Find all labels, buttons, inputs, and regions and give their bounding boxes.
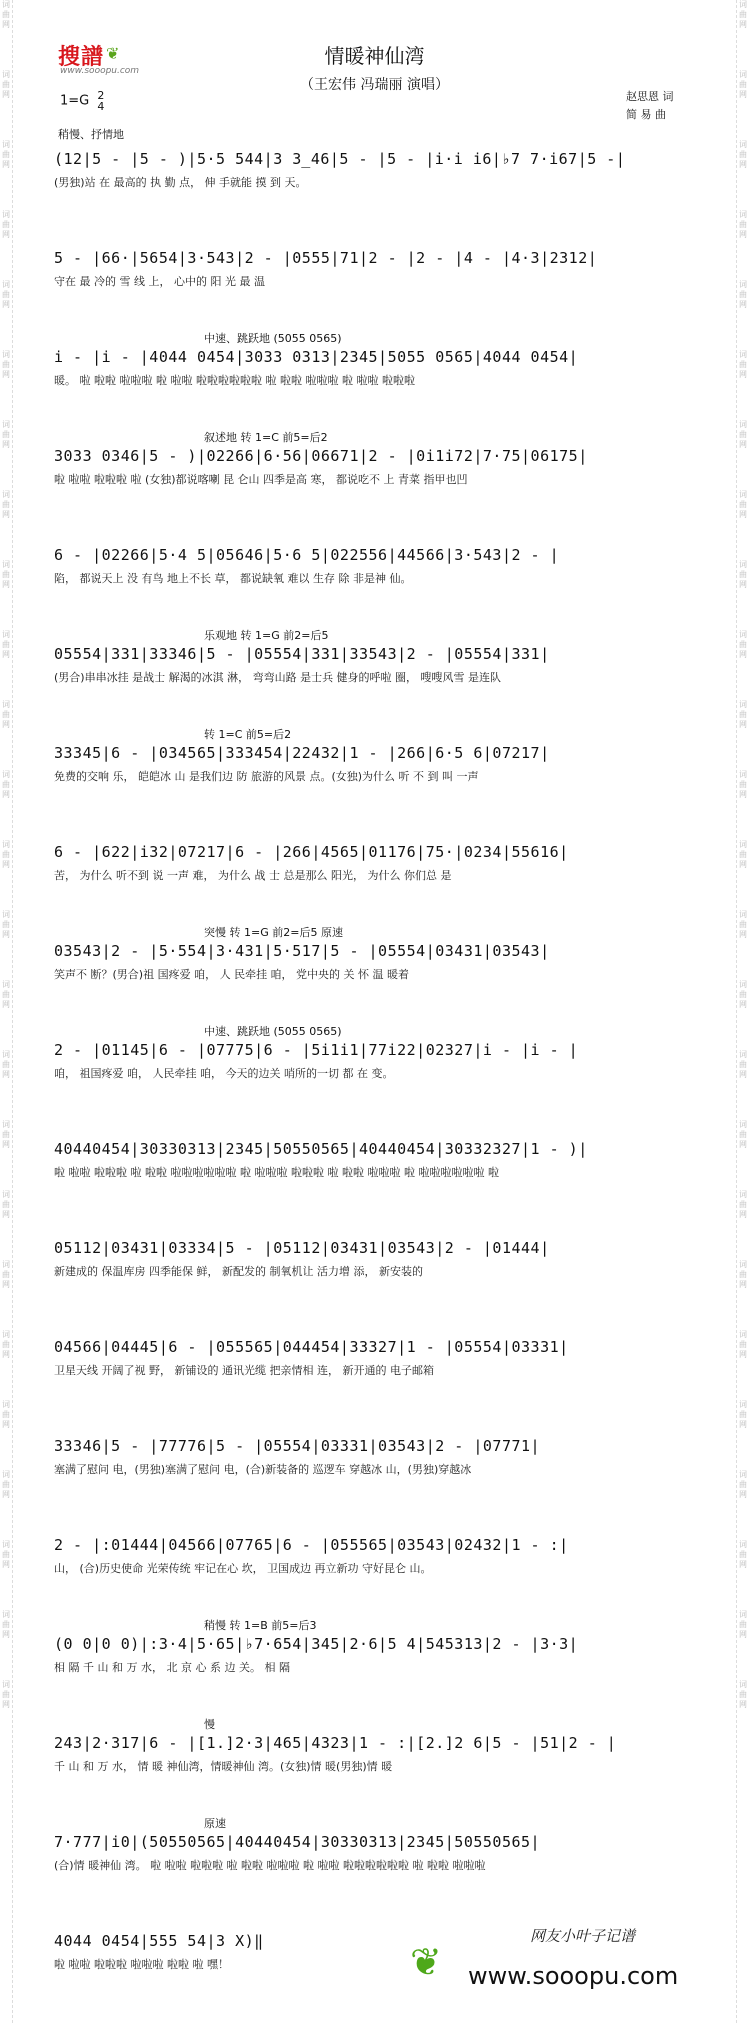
watermark-text: 词曲网 [739,1260,747,1289]
notation-line: (12|5 - |5 - )|5·5 544|3 3̲46|5 - |5 - |i·i i6|♭7 7·i67|5 -| [54,150,626,168]
watermark-text: 词曲网 [739,1120,747,1149]
watermark-text: 词曲网 [739,840,747,869]
watermark-text: 词曲网 [739,280,747,309]
watermark-text: 词曲网 [739,770,747,799]
lyric-line: (男合)串串冰挂 是战士 解渴的冰淇 淋， 弯弯山路 是士兵 健身的呼啦 圈， 嗖嗖风雪 是连队 [54,671,502,684]
watermark-text: 词曲网 [2,840,10,869]
notation-line: 6 - |622|i32|07217|6 - |266|4565|01176|75·|0234|55616| [54,843,569,861]
notation-line: 5 - |66·|5654|3·543|2 - |0555|71|2 - |2 - |4 - |4·3|2312| [54,249,598,267]
expression-mark: 乐观地 转 1=G 前2=后5 [204,629,329,642]
notation-line: 2 - |01145|6 - |07775|6 - |5i1i1|77i22|02327|i - |i - | [54,1041,579,1059]
notation-line: 33346|5 - |77776|5 - |05554|03331|03543|2 - |07771| [54,1437,541,1455]
watermark-text: 词曲网 [739,980,747,1009]
notation-line: 04566|04445|6 - |055565|044454|33327|1 - |05554|03331| [54,1338,569,1356]
expression-mark: 原速 [204,1817,226,1830]
notation-line: 33345|6 - |034565|333454|22432|1 - |266|6·5 6|07217| [54,744,550,762]
expression-mark: 叙述地 转 1=C 前5=后2 [204,431,328,444]
watermark-text: 词曲网 [2,210,10,239]
lyric-line: 苦， 为什么 听不到 说 一声 难， 为什么 战 士 总是那么 阳光， 为什么 你们总 是 [54,869,452,882]
watermark-text: 词曲网 [739,1190,747,1219]
lyric-line: 相 隔 千 山 和 万 水， 北 京 心 系 边 关。 相 隔 [54,1661,290,1674]
watermark-text: 词曲网 [739,1400,747,1429]
lyric-line: 啦 啦啦 啦啦啦 啦啦啦 啦啦 啦 嘿！ [54,1958,229,1971]
notation-line: 4044 0454|555 54|3 X)‖ [54,1932,264,1950]
lyric-line: 陷， 都说天上 没 有鸟 地上不长 草， 都说缺氧 难以 生存 除 非是神 仙。 [54,572,412,585]
notation-line: i - |i - |4044 0454|3033 0313|2345|5055 0565|4044 0454| [54,348,579,366]
watermark-text: 词曲网 [739,1540,747,1569]
watermark-text: 词曲网 [2,1190,10,1219]
watermark-text: 词曲网 [739,910,747,939]
right-watermark-strip [736,0,749,2023]
watermark-text: 词曲网 [739,140,747,169]
expression-mark: 转 1=C 前5=后2 [204,728,292,741]
lyric-line: 卫星天线 开阔了视 野， 新铺设的 通讯光缆 把亲情相 连， 新开通的 电子邮箱 [54,1364,434,1377]
key-value: 1=G [60,93,90,109]
credits [626,88,674,124]
leaf-icon: ❦ [106,44,120,63]
watermark-text: 词曲网 [739,420,747,449]
watermark-text: 词曲网 [739,700,747,729]
watermark-text: 词曲网 [739,1330,747,1359]
expression-mark: 中速、跳跃地 (5055 0565) [204,332,342,345]
lyric-line: 守在 最 冷的 雪 线 上， 心中的 阳 光 最 温 [54,275,265,288]
watermark-text: 词曲网 [2,1120,10,1149]
notation-line: 243|2·317|6 - |[1.]2·3|465|4323|1 - :|[2.]2 6|5 - |51|2 - | [54,1734,617,1752]
lyric-line: 免费的交响 乐， 皑皑冰 山 是我们边 防 旅游的风景 点。(女独)为什么 听 不 到 叫 一声 [54,770,479,783]
lyric-line: 啦 啦啦 啦啦啦 啦 (女独)都说喀喇 昆 仑山 四季是高 寒， 都说吃不 上 青菜 指甲也凹 [54,473,468,486]
watermark-text: 词曲网 [739,1470,747,1499]
expression-mark: 慢 [204,1718,215,1731]
watermark-text: 词曲网 [2,910,10,939]
watermark-text: 词曲网 [2,280,10,309]
transcriber-note: 网友小叶子记谱 [530,1927,636,1945]
logo-text: 搜譜 [58,45,105,70]
watermark-text: 词曲网 [2,560,10,589]
notation-line: 7·777|i0|(50550565|40440454|30330313|2345|50550565| [54,1833,541,1851]
watermark-text: 词曲网 [2,630,10,659]
watermark-text: 词曲网 [2,1540,10,1569]
lyric-line: 山， (合)历史使命 光荣传统 牢记在心 坎， 卫国成边 再立新功 守好昆仑 山。 [54,1562,432,1575]
expression-mark: 稍慢 转 1=B 前5=后3 [204,1619,317,1632]
notation-line: 03543|2 - |5·554|3·431|5·517|5 - |05554|03431|03543| [54,942,550,960]
expression-mark: 中速、跳跃地 (5055 0565) [204,1025,342,1038]
left-watermark-strip [0,0,13,2023]
watermark-text: 词曲网 [739,1050,747,1079]
expression-mark: 突慢 转 1=G 前2=后5 原速 [204,926,343,939]
time-signature [97,90,104,112]
key-signature [60,90,104,112]
logo-url: www.sooopu.com [60,66,140,76]
notation-line: 40440454|30330313|2345|50550565|40440454|30332327|1 - )| [54,1140,588,1158]
time-top: 2 [97,89,105,102]
watermark-text: 词曲网 [2,770,10,799]
lyric-line: 千 山 和 万 水， 情 暖 神仙湾，情暖神仙 湾。(女独)情 暖(男独)情 暖 [54,1760,393,1773]
lyric-line: 暖。 啦 啦啦 啦啦啦 啦 啦啦 啦啦啦啦啦啦 啦 啦啦 啦啦啦 啦 啦啦 啦啦啦 [54,374,415,387]
watermark-text: 词曲网 [2,0,10,29]
watermark-text: 词曲网 [739,350,747,379]
watermark-text: 词曲网 [739,210,747,239]
footer-logo [410,1940,700,2000]
watermark-text: 词曲网 [739,70,747,99]
watermark-text: 词曲网 [2,140,10,169]
watermark-text: 词曲网 [2,980,10,1009]
watermark-text: 词曲网 [739,630,747,659]
composer: 简 易 曲 [626,108,666,121]
lyric-line: 塞满了慰问 电，(男独)塞满了慰问 电，(合)新装备的 巡逻车 穿越冰 山，(男独)穿越冰 [54,1463,472,1476]
watermark-text: 词曲网 [2,700,10,729]
watermark-text: 词曲网 [2,1680,10,1709]
watermark-text: 词曲网 [2,1330,10,1359]
watermark-text: 词曲网 [2,1400,10,1429]
watermark-text: 词曲网 [2,1610,10,1639]
watermark-text: 词曲网 [739,560,747,589]
notation-line: (0 0|0 0)|:3·4|5·65|♭7·654|345|2·6|5 4|545313|2 - |3·3| [54,1635,579,1653]
notation-line: 6 - |02266|5·4 5|05646|5·6 5|022556|44566|3·543|2 - | [54,546,560,564]
notation-line: 05554|331|33346|5 - |05554|331|33543|2 - |05554|331| [54,645,550,663]
watermark-text: 词曲网 [739,490,747,519]
watermark-text: 词曲网 [2,490,10,519]
watermark-text: 词曲网 [2,1050,10,1079]
song-performers: （王宏伟 冯瑞丽 演唱） [300,77,449,93]
lyric-line: 啦 啦啦 啦啦啦 啦 啦啦 啦啦啦啦啦啦 啦 啦啦啦 啦啦啦 啦 啦啦 啦啦啦 啦 啦啦啦啦啦啦 啦 [54,1166,499,1179]
leaf-icon: ❦ [410,1940,442,1984]
watermark-text: 词曲网 [2,70,10,99]
notation-line: 2 - |:01444|04566|07765|6 - |055565|03543|02432|1 - :| [54,1536,569,1554]
footer-url: www.sooopu.com [468,1962,679,1990]
time-bottom: 4 [97,100,105,113]
lyric-line: 笑声不 断？(男合)祖 国疼爱 咱， 人 民牵挂 咱， 党中央的 关 怀 温 暖着 [54,968,410,981]
watermark-text: 词曲网 [2,350,10,379]
lyric-line: (合)情 暖神仙 湾。 啦 啦啦 啦啦啦 啦 啦啦 啦啦啦 啦 啦啦 啦啦啦啦啦啦 啦 啦啦 啦啦啦 [54,1859,486,1872]
watermark-text: 词曲网 [2,1470,10,1499]
notation-line: 05112|03431|03334|5 - |05112|03431|03543|2 - |01444| [54,1239,550,1257]
song-title: 情暖神仙湾 [324,44,425,68]
watermark-text: 词曲网 [739,1680,747,1709]
lyric-line: 咱， 祖国疼爱 咱， 人民牵挂 咱， 今天的边关 哨所的一切 都 在 变。 [54,1067,394,1080]
watermark-text: 词曲网 [739,1610,747,1639]
lyric-line: 新建成的 保温库房 四季能保 鲜， 新配发的 制氧机让 活力增 添， 新安装的 [54,1265,423,1278]
watermark-text: 词曲网 [2,420,10,449]
notation-line: 3033 0346|5 - )|02266|6·56|06671|2 - |0i1i72|7·75|06175| [54,447,588,465]
watermark-text: 词曲网 [2,1260,10,1289]
tempo-mark: 稍慢、抒情地 [58,128,124,141]
watermark-text: 词曲网 [739,0,747,29]
lyric-line: (男独)站 在 最高的 执 勤 点， 伸 手就能 摸 到 天。 [54,176,307,189]
lyricist: 赵思恩 词 [626,90,674,103]
